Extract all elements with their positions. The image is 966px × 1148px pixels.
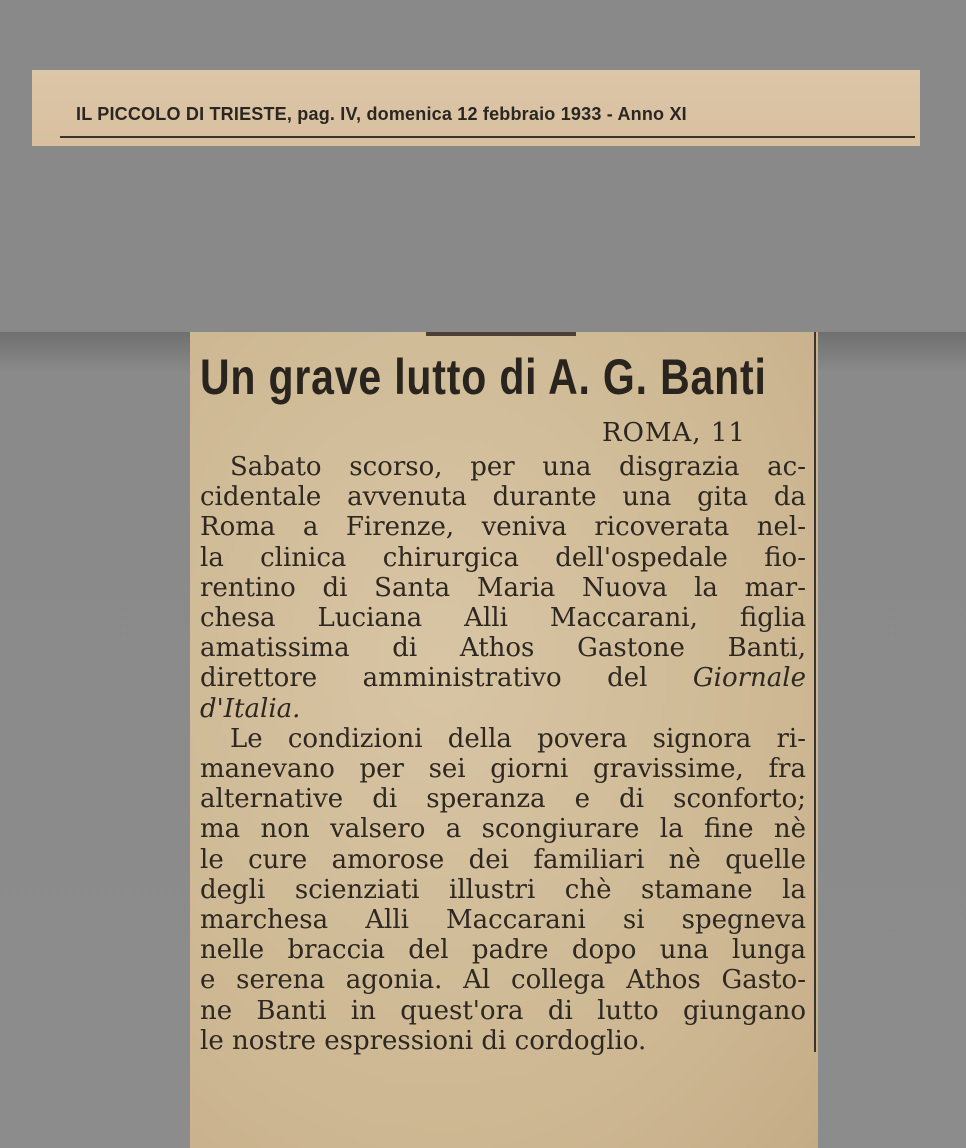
cut-rule-fragment — [426, 332, 576, 336]
article-line: nelle braccia del padre dopo una lunga — [200, 935, 806, 966]
article-line: la clinica chirurgica dell'ospedale fio- — [200, 542, 806, 573]
article-line-with-italic — [200, 663, 806, 693]
article-line: Le condizioni della povera signora ri- — [230, 723, 806, 754]
article-line: manevano per sei giorni gravissime, fra — [200, 754, 806, 785]
article-line: Roma a Firenze, veniva ricoverata nel- — [200, 512, 806, 543]
article-line: le cure amorose dei familiari nè quelle — [200, 844, 806, 875]
article-line: degli scienziati illustri chè stamane la — [200, 874, 806, 905]
newspaper-name-italic: Giornale — [692, 663, 807, 694]
top-background — [0, 0, 966, 332]
article-line: rentino di Santa Maria Nuova la mar- — [200, 572, 806, 603]
article-line: d'Italia. — [200, 693, 301, 724]
article-line: e serena agonia. Al collega Athos Gasto- — [200, 965, 806, 996]
article-line: amatissima di Athos Gastone Banti, — [200, 633, 806, 664]
article-line: le nostre espressioni di cordoglio. — [200, 1025, 647, 1056]
article-headline: Un grave lutto di A. G. Banti — [200, 349, 767, 405]
article-line: chesa Luciana Alli Maccarani, figlia — [200, 603, 806, 634]
article-line: marchesa Alli Maccarani si spegneva — [200, 905, 806, 936]
article-line: ne Banti in quest'ora di lutto giungano — [200, 995, 806, 1026]
article-line: Sabato scorso, per una disgrazia ac- — [230, 452, 806, 482]
column-rule — [814, 332, 816, 1052]
article-body — [200, 452, 806, 1056]
article-line: alternative di speranza e di sconforto; — [200, 784, 806, 815]
article-line: direttore amministrativo del — [200, 663, 648, 694]
newspaper-header-text: IL PICCOLO DI TRIESTE, pag. IV, domenica 12 febbraio 1933 - Anno XI — [76, 104, 687, 124]
newspaper-header-strip — [32, 70, 920, 146]
header-underline — [60, 136, 915, 138]
article-dateline: ROMA, 11 — [602, 418, 746, 448]
article-line: cidentale avvenuta durante una gita da — [200, 482, 806, 513]
newspaper-clipping — [190, 332, 818, 1148]
article-line: ma non valsero a scongiurare la fine nè — [200, 814, 806, 845]
